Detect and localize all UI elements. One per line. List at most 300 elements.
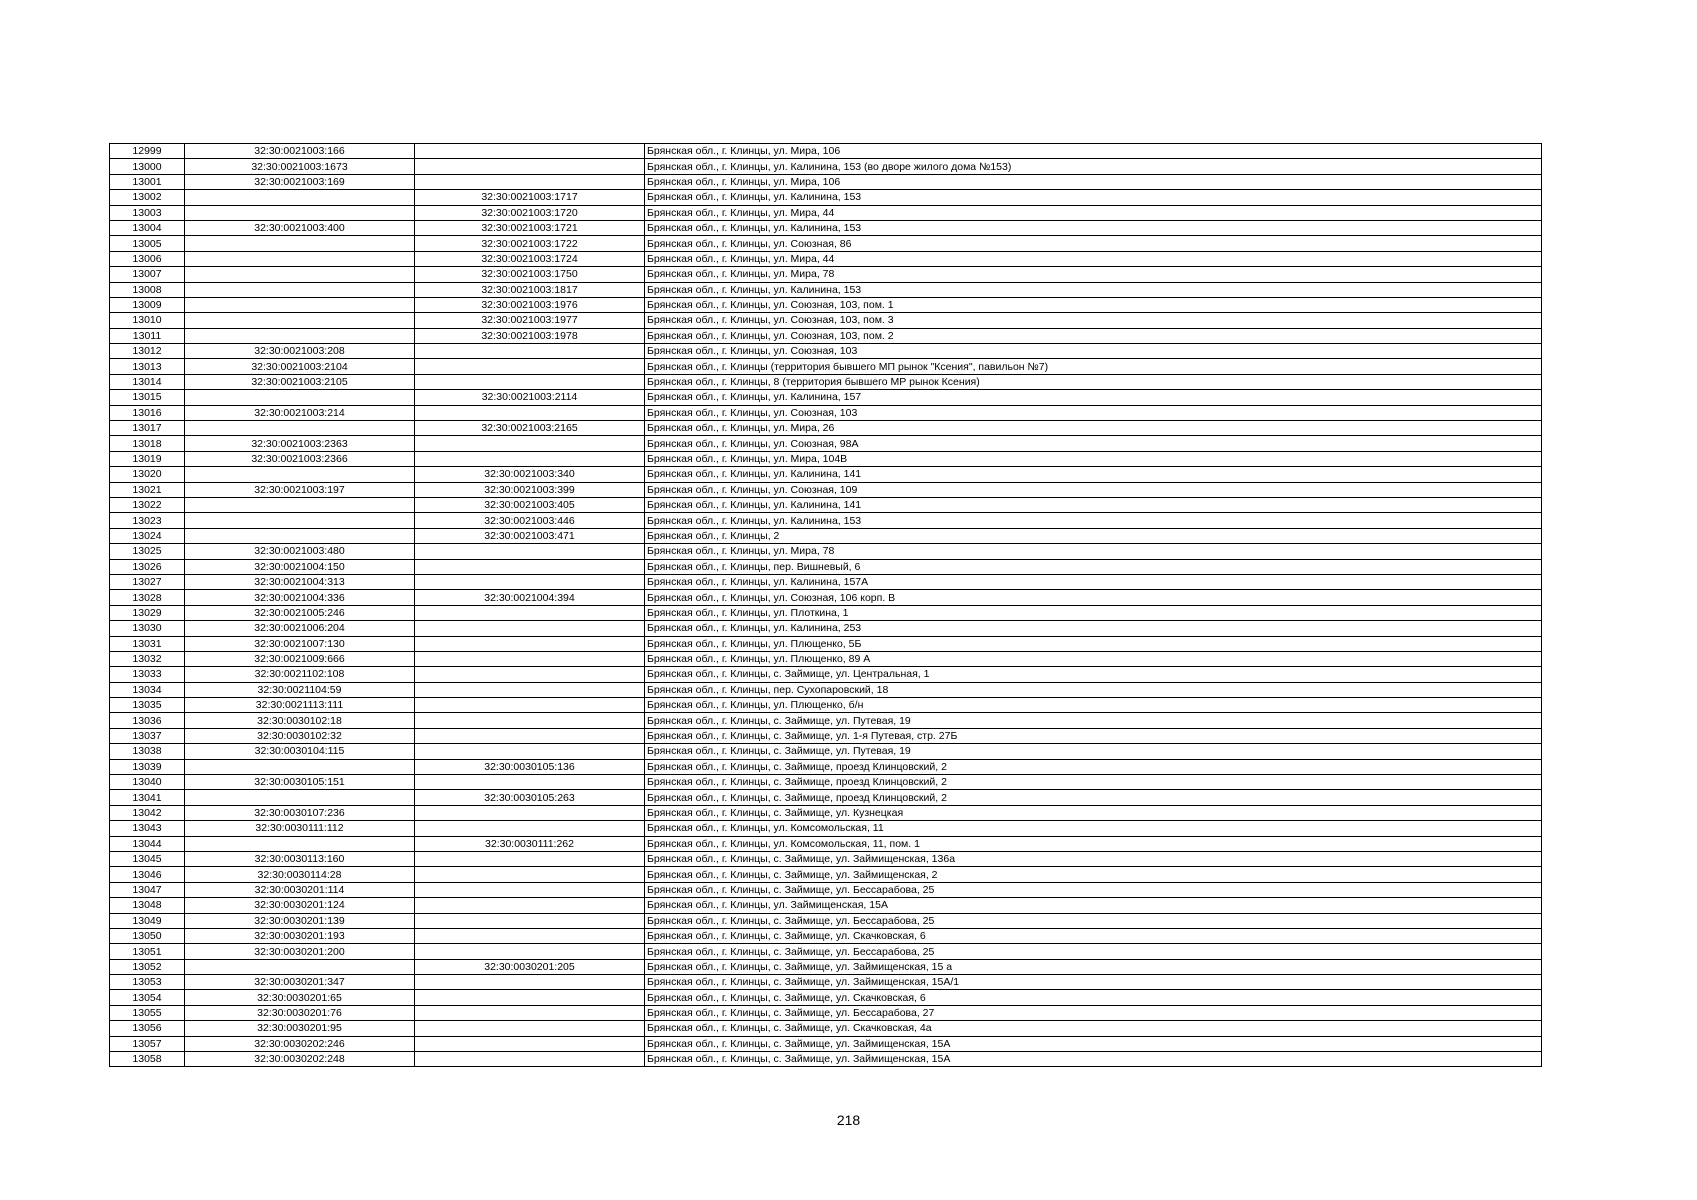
row-number-cell: 13007	[110, 267, 185, 282]
parent-cadastral-number-cell	[415, 574, 645, 589]
cadastral-number-cell: 32:30:0030202:248	[185, 1052, 415, 1067]
cadastral-number-cell	[185, 836, 415, 851]
address-cell: Брянская обл., г. Клинцы, с. Займище, ул. Скачковская, 6	[645, 928, 1542, 943]
cadastral-number-cell: 32:30:0021113:111	[185, 698, 415, 713]
parent-cadastral-number-cell	[415, 1036, 645, 1051]
parent-cadastral-number-cell	[415, 667, 645, 682]
address-cell: Брянская обл., г. Клинцы (территория бывшего МП рынок "Ксения", павильон №7)	[645, 359, 1542, 374]
table-row	[110, 682, 1542, 697]
table-row	[110, 713, 1542, 728]
cadastral-number-cell: 32:30:0021003:2366	[185, 451, 415, 466]
row-number-cell: 13015	[110, 390, 185, 405]
table-row	[110, 605, 1542, 620]
table-row	[110, 421, 1542, 436]
address-cell: Брянская обл., г. Клинцы, ул. Плоткина, 1	[645, 605, 1542, 620]
row-number-cell: 13009	[110, 297, 185, 312]
cadastral-number-cell: 32:30:0021004:150	[185, 559, 415, 574]
table-row	[110, 282, 1542, 297]
cadastral-number-cell: 32:30:0021003:2363	[185, 436, 415, 451]
parent-cadastral-number-cell	[415, 744, 645, 759]
parent-cadastral-number-cell	[415, 605, 645, 620]
row-number-cell: 13027	[110, 574, 185, 589]
table-row	[110, 990, 1542, 1005]
row-number-cell: 13013	[110, 359, 185, 374]
address-cell: Брянская обл., г. Клинцы, ул. Союзная, 103	[645, 405, 1542, 420]
cadastral-number-cell: 32:30:0021004:313	[185, 574, 415, 589]
row-number-cell: 13036	[110, 713, 185, 728]
address-cell: Брянская обл., г. Клинцы, ул. Калинина, 157А	[645, 574, 1542, 589]
address-cell: Брянская обл., г. Клинцы, ул. Союзная, 103, пом. 3	[645, 313, 1542, 328]
row-number-cell: 13054	[110, 990, 185, 1005]
parent-cadastral-number-cell	[415, 682, 645, 697]
table-row	[110, 159, 1542, 174]
table-row	[110, 1036, 1542, 1051]
table-row	[110, 790, 1542, 805]
property-registry-table	[109, 143, 1542, 1067]
address-cell: Брянская обл., г. Клинцы, ул. Мира, 78	[645, 267, 1542, 282]
cadastral-number-cell	[185, 467, 415, 482]
cadastral-number-cell: 32:30:0030102:18	[185, 713, 415, 728]
cadastral-number-cell: 32:30:0030202:246	[185, 1036, 415, 1051]
table-row	[110, 728, 1542, 743]
parent-cadastral-number-cell	[415, 867, 645, 882]
cadastral-number-cell	[185, 497, 415, 512]
table-row	[110, 759, 1542, 774]
address-cell: Брянская обл., г. Клинцы, с. Займище, проезд Клинцовский, 2	[645, 759, 1542, 774]
cadastral-number-cell	[185, 297, 415, 312]
cadastral-number-cell	[185, 267, 415, 282]
table-row	[110, 144, 1542, 159]
cadastral-number-cell: 32:30:0030114:28	[185, 867, 415, 882]
parent-cadastral-number-cell: 32:30:0021004:394	[415, 590, 645, 605]
parent-cadastral-number-cell: 32:30:0021003:1976	[415, 297, 645, 312]
parent-cadastral-number-cell: 32:30:0021003:471	[415, 528, 645, 543]
parent-cadastral-number-cell	[415, 144, 645, 159]
address-cell: Брянская обл., г. Клинцы, с. Займище, ул. Центральная, 1	[645, 667, 1542, 682]
table-row	[110, 205, 1542, 220]
cadastral-number-cell: 32:30:0030201:124	[185, 898, 415, 913]
row-number-cell: 13026	[110, 559, 185, 574]
row-number-cell: 13003	[110, 205, 185, 220]
address-cell: Брянская обл., г. Клинцы, с. Займище, ул. Скачковская, 4а	[645, 1021, 1542, 1036]
parent-cadastral-number-cell	[415, 913, 645, 928]
row-number-cell: 13005	[110, 236, 185, 251]
cadastral-number-cell: 32:30:0030201:200	[185, 944, 415, 959]
parent-cadastral-number-cell	[415, 559, 645, 574]
cadastral-number-cell: 32:30:0021003:169	[185, 174, 415, 189]
parent-cadastral-number-cell	[415, 898, 645, 913]
address-cell: Брянская обл., г. Клинцы, с. Займище, ул. Займищенская, 2	[645, 867, 1542, 882]
address-cell: Брянская обл., г. Клинцы, с. Займище, проезд Клинцовский, 2	[645, 790, 1542, 805]
row-number-cell: 13043	[110, 821, 185, 836]
parent-cadastral-number-cell: 32:30:0021003:399	[415, 482, 645, 497]
address-cell: Брянская обл., г. Клинцы, ул. Союзная, 98А	[645, 436, 1542, 451]
parent-cadastral-number-cell	[415, 728, 645, 743]
parent-cadastral-number-cell	[415, 775, 645, 790]
parent-cadastral-number-cell	[415, 544, 645, 559]
row-number-cell: 13033	[110, 667, 185, 682]
address-cell: Брянская обл., г. Клинцы, ул. Мира, 44	[645, 251, 1542, 266]
parent-cadastral-number-cell	[415, 944, 645, 959]
parent-cadastral-number-cell	[415, 174, 645, 189]
address-cell: Брянская обл., г. Клинцы, ул. Плющенко, б/н	[645, 698, 1542, 713]
address-cell: Брянская обл., г. Клинцы, с. Займище, ул. Скачковская, 6	[645, 990, 1542, 1005]
row-number-cell: 13023	[110, 513, 185, 528]
address-cell: Брянская обл., г. Клинцы, ул. Комсомольская, 11	[645, 821, 1542, 836]
address-cell: Брянская обл., г. Клинцы, 2	[645, 528, 1542, 543]
cadastral-number-cell	[185, 790, 415, 805]
parent-cadastral-number-cell: 32:30:0021003:2165	[415, 421, 645, 436]
row-number-cell: 13030	[110, 621, 185, 636]
address-cell: Брянская обл., г. Клинцы, пер. Вишневый, 6	[645, 559, 1542, 574]
address-cell: Брянская обл., г. Клинцы, ул. Мира, 44	[645, 205, 1542, 220]
address-cell: Брянская обл., г. Клинцы, ул. Плющенко, 5Б	[645, 636, 1542, 651]
table-row	[110, 574, 1542, 589]
parent-cadastral-number-cell: 32:30:0030105:136	[415, 759, 645, 774]
parent-cadastral-number-cell	[415, 359, 645, 374]
cadastral-number-cell: 32:30:0030102:32	[185, 728, 415, 743]
row-number-cell: 13025	[110, 544, 185, 559]
address-cell: Брянская обл., г. Клинцы, с. Займище, ул. Бессарабова, 25	[645, 944, 1542, 959]
cadastral-number-cell: 32:30:0030113:160	[185, 851, 415, 866]
address-cell: Брянская обл., г. Клинцы, ул. Калинина, 141	[645, 497, 1542, 512]
cadastral-number-cell	[185, 421, 415, 436]
cadastral-number-cell: 32:30:0030104:115	[185, 744, 415, 759]
parent-cadastral-number-cell	[415, 975, 645, 990]
cadastral-number-cell: 32:30:0021102:108	[185, 667, 415, 682]
row-number-cell: 13055	[110, 1005, 185, 1020]
address-cell: Брянская обл., г. Клинцы, с. Займище, ул. Займищенская, 15А	[645, 1036, 1542, 1051]
row-number-cell: 13056	[110, 1021, 185, 1036]
parent-cadastral-number-cell	[415, 159, 645, 174]
address-cell: Брянская обл., г. Клинцы, с. Займище, ул. Кузнецкая	[645, 805, 1542, 820]
parent-cadastral-number-cell	[415, 882, 645, 897]
table-row	[110, 944, 1542, 959]
cadastral-number-cell: 32:30:0021007:130	[185, 636, 415, 651]
table-row	[110, 344, 1542, 359]
address-cell: Брянская обл., г. Клинцы, ул. Калинина, 141	[645, 467, 1542, 482]
table-row	[110, 374, 1542, 389]
parent-cadastral-number-cell	[415, 851, 645, 866]
parent-cadastral-number-cell: 32:30:0021003:1724	[415, 251, 645, 266]
cadastral-number-cell	[185, 390, 415, 405]
row-number-cell: 13045	[110, 851, 185, 866]
row-number-cell: 13052	[110, 959, 185, 974]
row-number-cell: 13002	[110, 190, 185, 205]
table-row	[110, 220, 1542, 235]
table-row	[110, 251, 1542, 266]
cadastral-number-cell: 32:30:0021003:1673	[185, 159, 415, 174]
row-number-cell: 12999	[110, 144, 185, 159]
cadastral-number-cell: 32:30:0021003:214	[185, 405, 415, 420]
parent-cadastral-number-cell	[415, 405, 645, 420]
row-number-cell: 13035	[110, 698, 185, 713]
address-cell: Брянская обл., г. Клинцы, ул. Комсомольская, 11, пом. 1	[645, 836, 1542, 851]
row-number-cell: 13021	[110, 482, 185, 497]
parent-cadastral-number-cell	[415, 1005, 645, 1020]
parent-cadastral-number-cell	[415, 451, 645, 466]
table-row	[110, 190, 1542, 205]
address-cell: Брянская обл., г. Клинцы, с. Займище, ул. Бессарабова, 25	[645, 882, 1542, 897]
address-cell: Брянская обл., г. Клинцы, ул. Калинина, 153	[645, 190, 1542, 205]
row-number-cell: 13029	[110, 605, 185, 620]
address-cell: Брянская обл., г. Клинцы, ул. Калинина, 153	[645, 220, 1542, 235]
table-row	[110, 636, 1542, 651]
address-cell: Брянская обл., г. Клинцы, 8 (территория бывшего МР рынок Ксения)	[645, 374, 1542, 389]
row-number-cell: 13051	[110, 944, 185, 959]
address-cell: Брянская обл., г. Клинцы, ул. Мира, 78	[645, 544, 1542, 559]
address-cell: Брянская обл., г. Клинцы, ул. Займищенская, 15А	[645, 898, 1542, 913]
address-cell: Брянская обл., г. Клинцы, с. Займище, ул. Займищенская, 15 а	[645, 959, 1542, 974]
cadastral-number-cell	[185, 959, 415, 974]
address-cell: Брянская обл., г. Клинцы, ул. Калинина, 153	[645, 513, 1542, 528]
parent-cadastral-number-cell: 32:30:0021003:1720	[415, 205, 645, 220]
row-number-cell: 13008	[110, 282, 185, 297]
address-cell: Брянская обл., г. Клинцы, с. Займище, проезд Клинцовский, 2	[645, 775, 1542, 790]
table-row	[110, 436, 1542, 451]
row-number-cell: 13031	[110, 636, 185, 651]
address-cell: Брянская обл., г. Клинцы, ул. Мира, 106	[645, 174, 1542, 189]
row-number-cell: 13048	[110, 898, 185, 913]
table-row	[110, 174, 1542, 189]
address-cell: Брянская обл., г. Клинцы, с. Займище, ул. Бессарабова, 27	[645, 1005, 1542, 1020]
table-row	[110, 667, 1542, 682]
address-cell: Брянская обл., г. Клинцы, ул. Мира, 104В	[645, 451, 1542, 466]
cadastral-number-cell: 32:30:0030201:76	[185, 1005, 415, 1020]
cadastral-number-cell	[185, 528, 415, 543]
address-cell: Брянская обл., г. Клинцы, ул. Калинина, 157	[645, 390, 1542, 405]
parent-cadastral-number-cell	[415, 651, 645, 666]
cadastral-number-cell	[185, 513, 415, 528]
table-row	[110, 836, 1542, 851]
row-number-cell: 13012	[110, 344, 185, 359]
parent-cadastral-number-cell: 32:30:0021003:1722	[415, 236, 645, 251]
parent-cadastral-number-cell: 32:30:0021003:405	[415, 497, 645, 512]
cadastral-number-cell	[185, 205, 415, 220]
row-number-cell: 13000	[110, 159, 185, 174]
table-row	[110, 651, 1542, 666]
row-number-cell: 13011	[110, 328, 185, 343]
row-number-cell: 13001	[110, 174, 185, 189]
row-number-cell: 13039	[110, 759, 185, 774]
parent-cadastral-number-cell	[415, 344, 645, 359]
row-number-cell: 13053	[110, 975, 185, 990]
address-cell: Брянская обл., г. Клинцы, ул. Союзная, 106 корп. В	[645, 590, 1542, 605]
parent-cadastral-number-cell	[415, 636, 645, 651]
table-row	[110, 1021, 1542, 1036]
table-row	[110, 236, 1542, 251]
cadastral-number-cell: 32:30:0030111:112	[185, 821, 415, 836]
table-row	[110, 1005, 1542, 1020]
parent-cadastral-number-cell: 32:30:0021003:1977	[415, 313, 645, 328]
parent-cadastral-number-cell	[415, 698, 645, 713]
table-row	[110, 621, 1542, 636]
cadastral-number-cell: 32:30:0030201:65	[185, 990, 415, 1005]
parent-cadastral-number-cell	[415, 374, 645, 389]
address-cell: Брянская обл., г. Клинцы, ул. Мира, 26	[645, 421, 1542, 436]
table-row	[110, 775, 1542, 790]
table-row	[110, 867, 1542, 882]
row-number-cell: 13018	[110, 436, 185, 451]
cadastral-number-cell	[185, 282, 415, 297]
row-number-cell: 13019	[110, 451, 185, 466]
cadastral-number-cell: 32:30:0021003:197	[185, 482, 415, 497]
table-row	[110, 544, 1542, 559]
row-number-cell: 13057	[110, 1036, 185, 1051]
table-row	[110, 328, 1542, 343]
table-row	[110, 467, 1542, 482]
parent-cadastral-number-cell: 32:30:0021003:340	[415, 467, 645, 482]
cadastral-number-cell: 32:30:0030201:347	[185, 975, 415, 990]
table-row	[110, 482, 1542, 497]
table-row	[110, 913, 1542, 928]
cadastral-number-cell: 32:30:0021003:208	[185, 344, 415, 359]
parent-cadastral-number-cell	[415, 805, 645, 820]
row-number-cell: 13017	[110, 421, 185, 436]
table-row	[110, 359, 1542, 374]
row-number-cell: 13047	[110, 882, 185, 897]
cadastral-number-cell: 32:30:0021003:2104	[185, 359, 415, 374]
cadastral-number-cell: 32:30:0021003:166	[185, 144, 415, 159]
cadastral-number-cell: 32:30:0030105:151	[185, 775, 415, 790]
address-cell: Брянская обл., г. Клинцы, с. Займище, ул. 1-я Путевая, стр. 27Б	[645, 728, 1542, 743]
address-cell: Брянская обл., г. Клинцы, ул. Мира, 106	[645, 144, 1542, 159]
cadastral-number-cell: 32:30:0030107:236	[185, 805, 415, 820]
cadastral-number-cell	[185, 328, 415, 343]
row-number-cell: 13016	[110, 405, 185, 420]
parent-cadastral-number-cell	[415, 1021, 645, 1036]
parent-cadastral-number-cell	[415, 928, 645, 943]
address-cell: Брянская обл., г. Клинцы, ул. Калинина, 153 (во дворе жилого дома №153)	[645, 159, 1542, 174]
address-cell: Брянская обл., г. Клинцы, ул. Союзная, 103, пом. 2	[645, 328, 1542, 343]
row-number-cell: 13034	[110, 682, 185, 697]
table-row	[110, 928, 1542, 943]
row-number-cell: 13037	[110, 728, 185, 743]
page-number: 218	[836, 1112, 861, 1128]
row-number-cell: 13046	[110, 867, 185, 882]
address-cell: Брянская обл., г. Клинцы, с. Займище, ул. Займищенская, 136а	[645, 851, 1542, 866]
address-cell: Брянская обл., г. Клинцы, ул. Плющенко, 89 А	[645, 651, 1542, 666]
table-row	[110, 528, 1542, 543]
table-row	[110, 744, 1542, 759]
parent-cadastral-number-cell: 32:30:0030105:263	[415, 790, 645, 805]
cadastral-number-cell	[185, 313, 415, 328]
table-row	[110, 821, 1542, 836]
cadastral-number-cell: 32:30:0030201:139	[185, 913, 415, 928]
table-row	[110, 805, 1542, 820]
parent-cadastral-number-cell	[415, 990, 645, 1005]
table-row	[110, 405, 1542, 420]
parent-cadastral-number-cell	[415, 1052, 645, 1067]
cadastral-number-cell: 32:30:0021104:59	[185, 682, 415, 697]
address-cell: Брянская обл., г. Клинцы, с. Займище, ул. Бессарабова, 25	[645, 913, 1542, 928]
parent-cadastral-number-cell: 32:30:0021003:1750	[415, 267, 645, 282]
row-number-cell: 13006	[110, 251, 185, 266]
parent-cadastral-number-cell: 32:30:0030201:205	[415, 959, 645, 974]
row-number-cell: 13032	[110, 651, 185, 666]
cadastral-number-cell	[185, 251, 415, 266]
table-row	[110, 1052, 1542, 1067]
table-row	[110, 513, 1542, 528]
table-row	[110, 698, 1542, 713]
table-row	[110, 390, 1542, 405]
row-number-cell: 13058	[110, 1052, 185, 1067]
cadastral-number-cell	[185, 190, 415, 205]
parent-cadastral-number-cell: 32:30:0021003:1817	[415, 282, 645, 297]
cadastral-number-cell: 32:30:0030201:193	[185, 928, 415, 943]
address-cell: Брянская обл., г. Клинцы, ул. Союзная, 103	[645, 344, 1542, 359]
address-cell: Брянская обл., г. Клинцы, ул. Союзная, 86	[645, 236, 1542, 251]
row-number-cell: 13014	[110, 374, 185, 389]
cadastral-number-cell: 32:30:0021004:336	[185, 590, 415, 605]
address-cell: Брянская обл., г. Клинцы, с. Займище, ул. Путевая, 19	[645, 744, 1542, 759]
cadastral-number-cell: 32:30:0021003:480	[185, 544, 415, 559]
row-number-cell: 13042	[110, 805, 185, 820]
table-row	[110, 590, 1542, 605]
table-row	[110, 497, 1542, 512]
row-number-cell: 13010	[110, 313, 185, 328]
parent-cadastral-number-cell: 32:30:0021003:1717	[415, 190, 645, 205]
parent-cadastral-number-cell: 32:30:0021003:2114	[415, 390, 645, 405]
table-row	[110, 267, 1542, 282]
parent-cadastral-number-cell: 32:30:0021003:1978	[415, 328, 645, 343]
cadastral-number-cell	[185, 236, 415, 251]
address-cell: Брянская обл., г. Клинцы, ул. Союзная, 103, пом. 1	[645, 297, 1542, 312]
row-number-cell: 13044	[110, 836, 185, 851]
registry-table-body	[110, 144, 1542, 1067]
table-row	[110, 559, 1542, 574]
cadastral-number-cell: 32:30:0021003:2105	[185, 374, 415, 389]
row-number-cell: 13050	[110, 928, 185, 943]
row-number-cell: 13049	[110, 913, 185, 928]
row-number-cell: 13038	[110, 744, 185, 759]
address-cell: Брянская обл., г. Клинцы, с. Займище, ул. Займищенская, 15А	[645, 1052, 1542, 1067]
cadastral-number-cell: 32:30:0021003:400	[185, 220, 415, 235]
cadastral-number-cell: 32:30:0021006:204	[185, 621, 415, 636]
cadastral-number-cell: 32:30:0021009:666	[185, 651, 415, 666]
row-number-cell: 13040	[110, 775, 185, 790]
row-number-cell: 13004	[110, 220, 185, 235]
table-row	[110, 313, 1542, 328]
table-row	[110, 898, 1542, 913]
table-row	[110, 975, 1542, 990]
parent-cadastral-number-cell: 32:30:0021003:446	[415, 513, 645, 528]
parent-cadastral-number-cell: 32:30:0021003:1721	[415, 220, 645, 235]
table-row	[110, 882, 1542, 897]
parent-cadastral-number-cell: 32:30:0030111:262	[415, 836, 645, 851]
address-cell: Брянская обл., г. Клинцы, пер. Сухопаровский, 18	[645, 682, 1542, 697]
table-row	[110, 297, 1542, 312]
address-cell: Брянская обл., г. Клинцы, ул. Калинина, 153	[645, 282, 1542, 297]
parent-cadastral-number-cell	[415, 436, 645, 451]
table-row	[110, 851, 1542, 866]
table-row	[110, 451, 1542, 466]
cadastral-number-cell: 32:30:0021005:246	[185, 605, 415, 620]
parent-cadastral-number-cell	[415, 713, 645, 728]
row-number-cell: 13022	[110, 497, 185, 512]
table-row	[110, 959, 1542, 974]
cadastral-number-cell	[185, 759, 415, 774]
address-cell: Брянская обл., г. Клинцы, с. Займище, ул. Путевая, 19	[645, 713, 1542, 728]
cadastral-number-cell: 32:30:0030201:114	[185, 882, 415, 897]
parent-cadastral-number-cell	[415, 621, 645, 636]
parent-cadastral-number-cell	[415, 821, 645, 836]
address-cell: Брянская обл., г. Клинцы, ул. Союзная, 109	[645, 482, 1542, 497]
cadastral-number-cell: 32:30:0030201:95	[185, 1021, 415, 1036]
row-number-cell: 13024	[110, 528, 185, 543]
row-number-cell: 13020	[110, 467, 185, 482]
row-number-cell: 13028	[110, 590, 185, 605]
